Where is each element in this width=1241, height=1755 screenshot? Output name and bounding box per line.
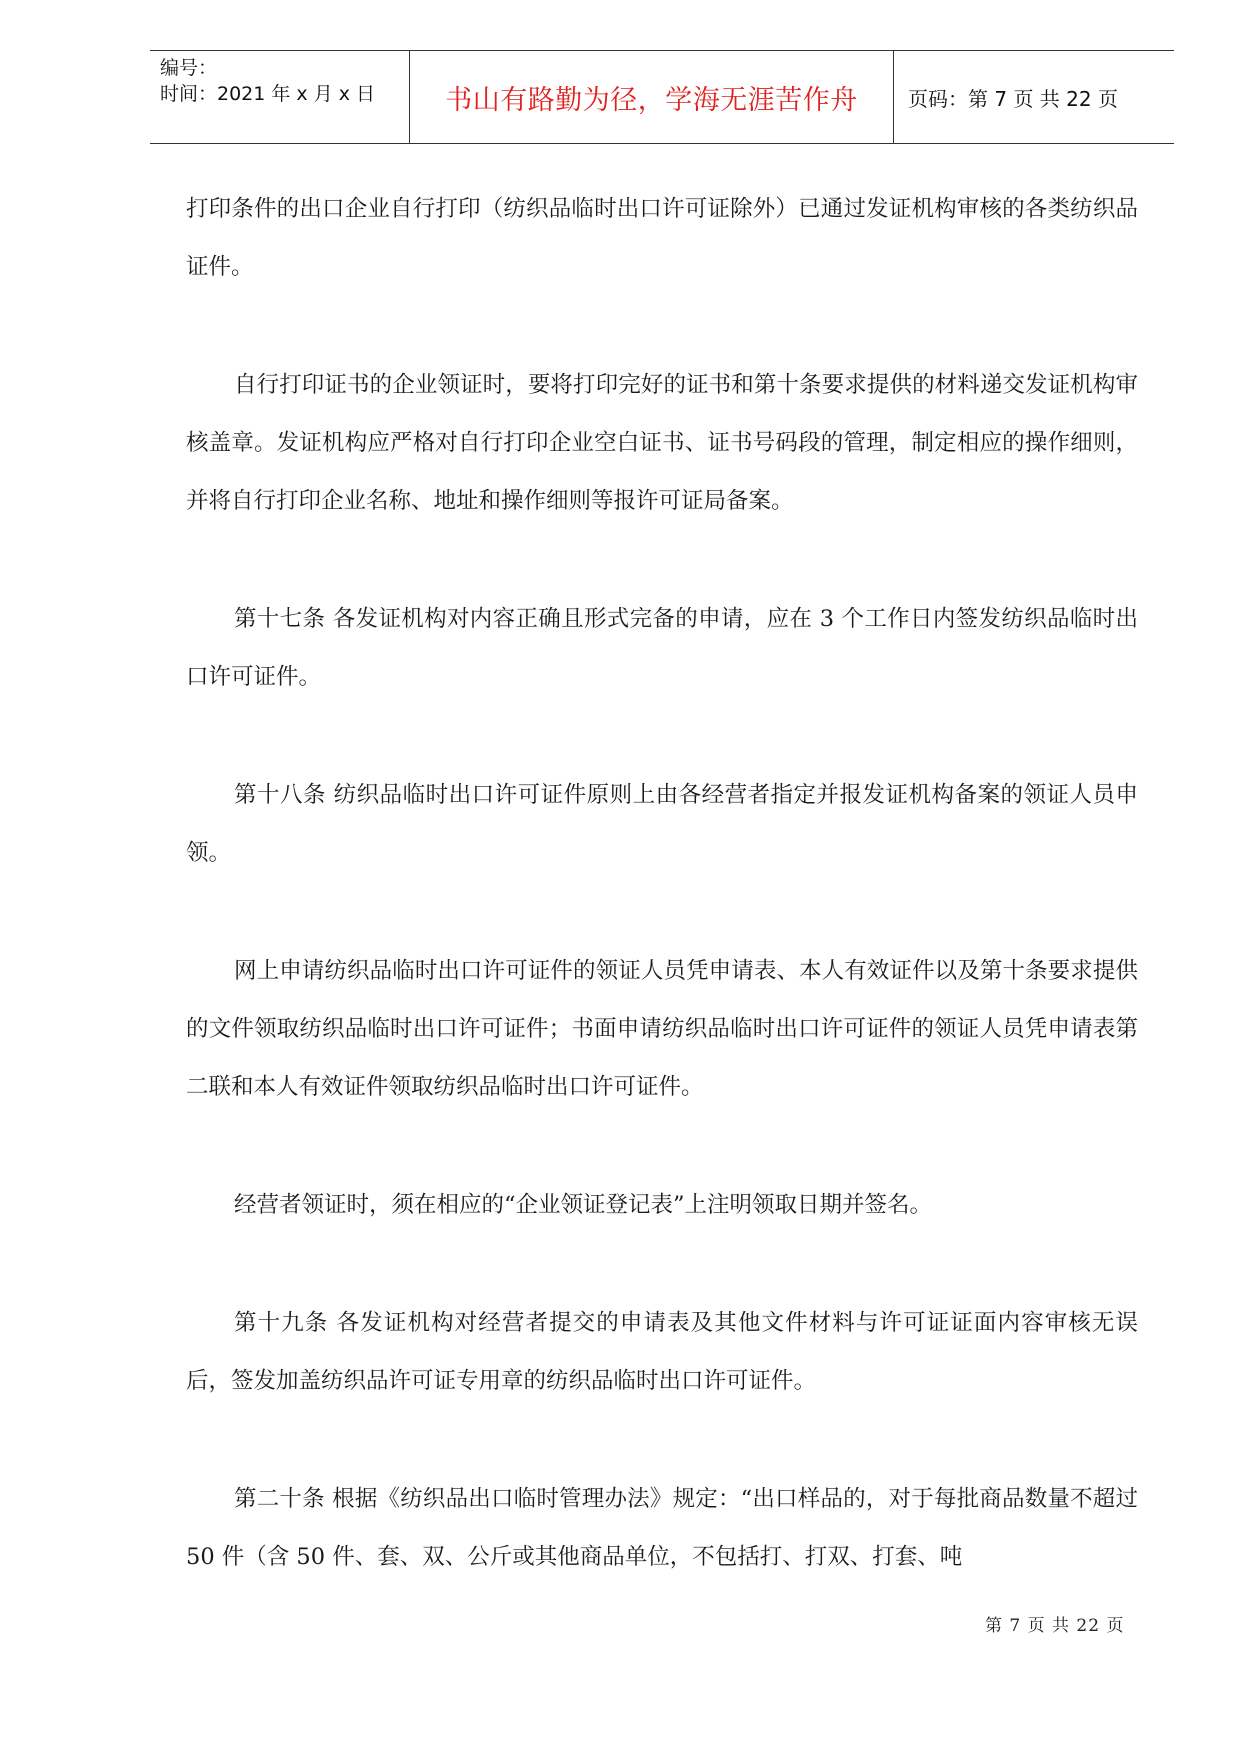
paragraph-5: 网上申请纺织品临时出口许可证件的领证人员凭申请表、本人有效证件以及第十条要求提供的文件领取纺织品临时出口许可证件；书面申请纺织品临时出口许可证件的领证人员凭申请表第二联和本人有效证件领取纺织品临时出口许可证件。 bbox=[186, 958, 1138, 1100]
paragraph-2: 自行打印证书的企业领证时，要将打印完好的证书和第十条要求提供的材料递交发证机构审核盖章。发证机构应严格对自行打印企业空白证书、证书号码段的管理，制定相应的操作细则，并将自行打印企业名称、地址和操作细则等报许可证局备案。 bbox=[186, 372, 1138, 514]
paragraph-article-18: 第十八条 纺织品临时出口许可证件原则上由各经营者指定并报发证机构备案的领证人员申领。 bbox=[186, 782, 1138, 866]
header-meta bbox=[150, 51, 410, 143]
paragraph-6: 经营者领证时，须在相应的“企业领证登记表”上注明领取日期并签名。 bbox=[234, 1192, 933, 1218]
paragraph-1: 打印条件的出口企业自行打印（纺织品临时出口许可证除外）已通过发证机构审核的各类纺织品证件。 bbox=[186, 196, 1138, 280]
paragraph-article-17: 第十七条 各发证机构对内容正确且形式完备的申请，应在 3 个工作日内签发纺织品临时出口许可证件。 bbox=[186, 606, 1138, 690]
document-number-label: 编号： bbox=[160, 57, 218, 79]
header-motto: 书山有路勤为径，学海无涯苦作舟 bbox=[410, 51, 894, 143]
paragraph-article-20: 第二十条 根据《纺织品出口临时管理办法》规定：“出口样品的，对于每批商品数量不超过 50 件（含 50 件、套、双、公斤或其他商品单位，不包括打、打双、打套、吨 bbox=[186, 1486, 1138, 1570]
header-page-info: 页码：第 7 页 共 22 页 bbox=[908, 86, 1118, 111]
document-body bbox=[186, 180, 1138, 1646]
document-date: 时间：2021 年 x 月 x 日 bbox=[160, 83, 376, 105]
paragraph-article-19: 第十九条 各发证机构对经营者提交的申请表及其他文件材料与许可证证面内容审核无误后，签发加盖纺织品许可证专用章的纺织品临时出口许可证件。 bbox=[186, 1310, 1138, 1394]
page-header bbox=[150, 50, 1174, 144]
page-footer: 第 7 页 共 22 页 bbox=[985, 1616, 1125, 1636]
